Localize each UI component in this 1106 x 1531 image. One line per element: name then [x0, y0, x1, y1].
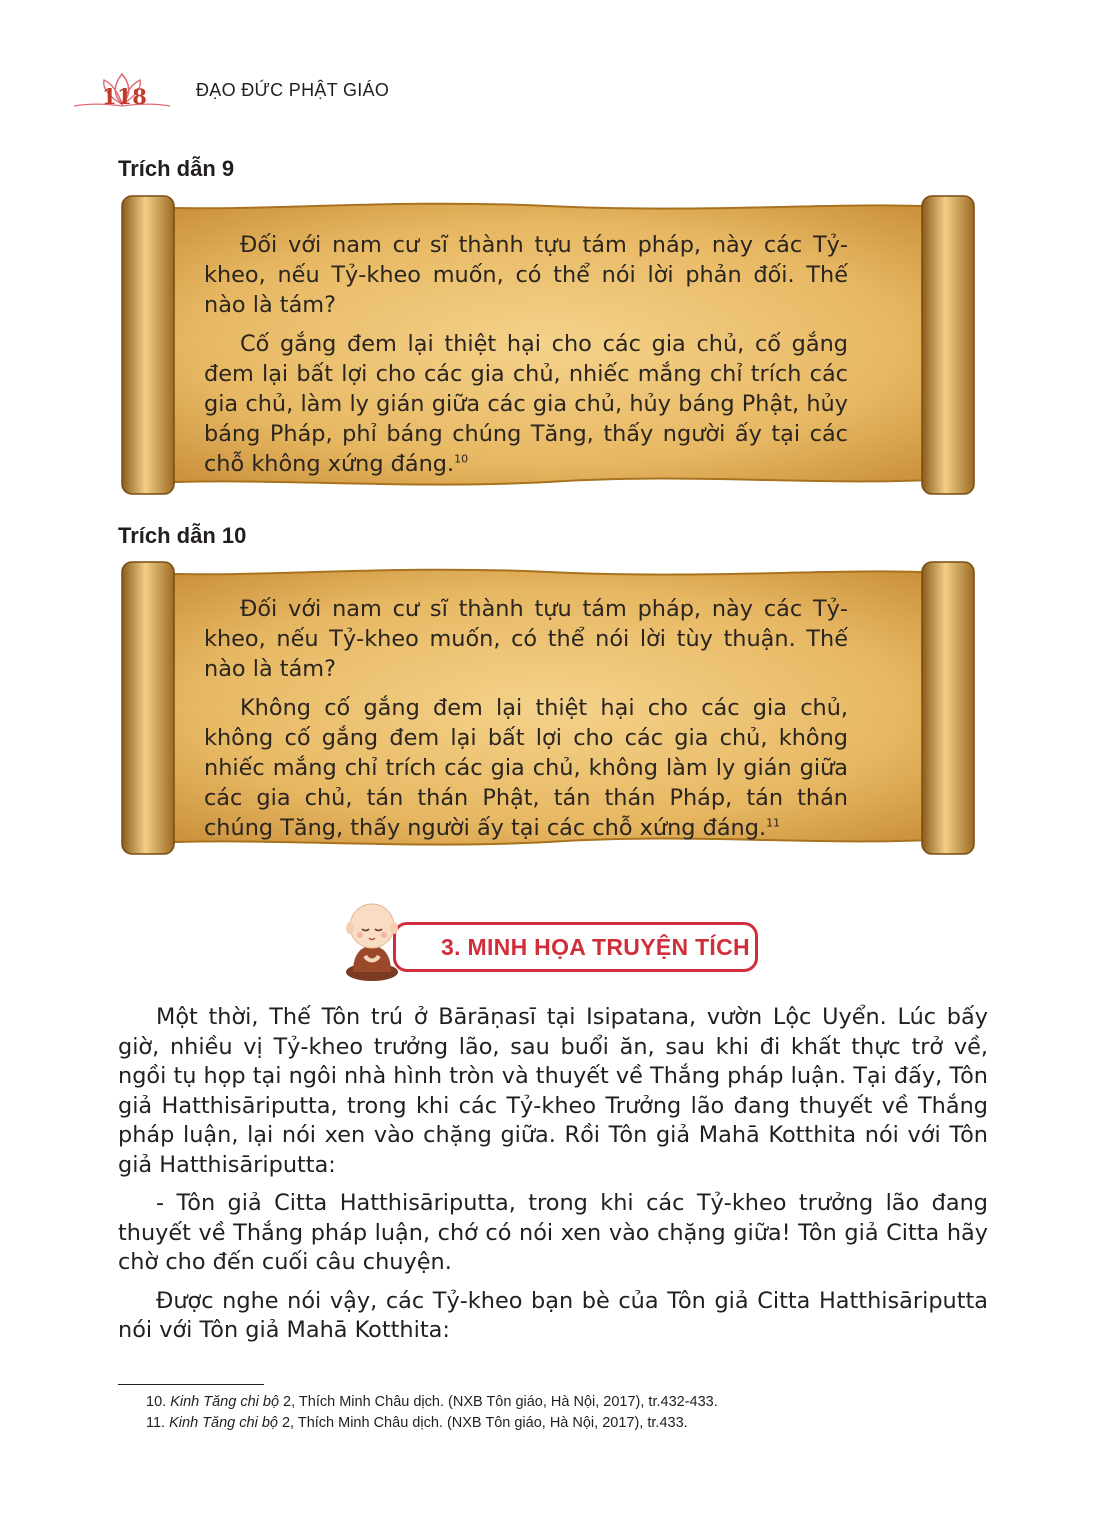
- quote-text: [204, 594, 848, 852]
- quote-title: Trích dẫn 9: [118, 156, 235, 181]
- story-paragraph: Một thời, Thế Tôn trú ở Bārāṇasī tại Isipatana, vườn Lộc Uyển. Lúc bấy giờ, nhiều vị Tỷ-kheo trưởng lão, sau buổi ăn, sau khi đi khất thực trở về, ngồi tụ họp tại ngôi nhà hình tròn và thuyết về Thắng pháp luận. Tại đấy, Tôn giả Hatthisāriputta, trong khi các Tỷ-kheo Trưởng lão đang thuyết về Thắng pháp luận, lại nói xen vào chặng giữa. Rồi Tôn giả Mahā Kotthita nói với Tôn giả Hatthisāriputta:: [118, 1004, 988, 1178]
- quote-paragraph: Không cố gắng đem lại thiệt hại cho các gia chủ, không cố gắng đem lại bất lợi cho các gia chủ, không nhiếc mắng chỉ trích các gia chủ, không làm ly gián giữa các gia chủ, tán thán Phật, tán thán Pháp, tán thán chúng Tăng, thấy người ấy tại các chỗ xứng đáng.$^{11}$: [204, 695, 848, 841]
- quote-paragraph: Đối với nam cư sĩ thành tựu tám pháp, này các Tỷ-kheo, nếu Tỷ-kheo muốn, có thể nói lời phản đối. Thế nào là tám?: [204, 232, 848, 318]
- footnote-work-title: Kinh Tăng chi bộ: [169, 1415, 278, 1431]
- book-title: ĐẠO ĐỨC PHẬT GIÁO: [196, 80, 390, 100]
- story-paragraph: Được nghe nói vậy, các Tỷ-kheo bạn bè của Tôn giả Citta Hatthisāriputta nói với Tôn giả Mahā Kotthita:: [118, 1287, 988, 1343]
- quote-title: Trích dẫn 10: [118, 523, 247, 548]
- quote-paragraph: Cố gắng đem lại thiệt hại cho các gia chủ, cố gắng đem lại bất lợi cho các gia chủ, nhiếc mắng chỉ trích các gia chủ, làm ly gián giữa các gia chủ, hủy báng Phật, hủy báng Pháp, phỉ báng chúng Tăng, thấy người ấy tại các chỗ không xứng đáng.$^{10}$: [204, 331, 848, 477]
- story-paragraph: - Tôn giả Citta Hatthisāriputta, trong khi các Tỷ-kheo trưởng lão đang thuyết về Thắng pháp luận, chớ có nói xen vào chặng giữa! Tôn giả Citta hãy chờ cho đến cuối câu chuyện.: [118, 1190, 988, 1275]
- footnote-ref: 11: [766, 816, 781, 830]
- footnote-number: 11.: [146, 1415, 166, 1431]
- footnotes: [146, 1392, 986, 1434]
- footnote-work-title: Kinh Tăng chi bộ: [170, 1394, 280, 1410]
- footnote-ref: 10: [454, 452, 469, 466]
- quote-paragraph: Đối với nam cư sĩ thành tựu tám pháp, này các Tỷ-kheo, nếu Tỷ-kheo muốn, có thể nói lời tùy thuận. Thế nào là tám?: [204, 596, 848, 682]
- footnote-item: [146, 1413, 986, 1434]
- footnote-item: [146, 1392, 986, 1413]
- story-text: [118, 1003, 988, 1355]
- page-number: 118: [102, 84, 148, 109]
- footnote-divider: [118, 1384, 264, 1385]
- section-heading: 3. MINH HỌA TRUYỆN TÍCH: [441, 933, 750, 960]
- monk-icon: [335, 898, 425, 982]
- scroll-panel: [118, 192, 978, 498]
- footnote-details: 2, Thích Minh Châu dịch. (NXB Tôn giáo, Hà Nội, 2017), tr.432-433.: [279, 1394, 718, 1410]
- page-header: [72, 70, 472, 110]
- quote-text: [204, 230, 848, 488]
- section-heading-banner: [335, 898, 775, 982]
- footnote-number: 10.: [146, 1394, 167, 1410]
- footnote-details: 2, Thích Minh Châu dịch. (NXB Tôn giáo, Hà Nội, 2017), tr.433.: [277, 1415, 688, 1431]
- section-heading-box: [393, 922, 758, 972]
- scroll-panel: [118, 558, 978, 858]
